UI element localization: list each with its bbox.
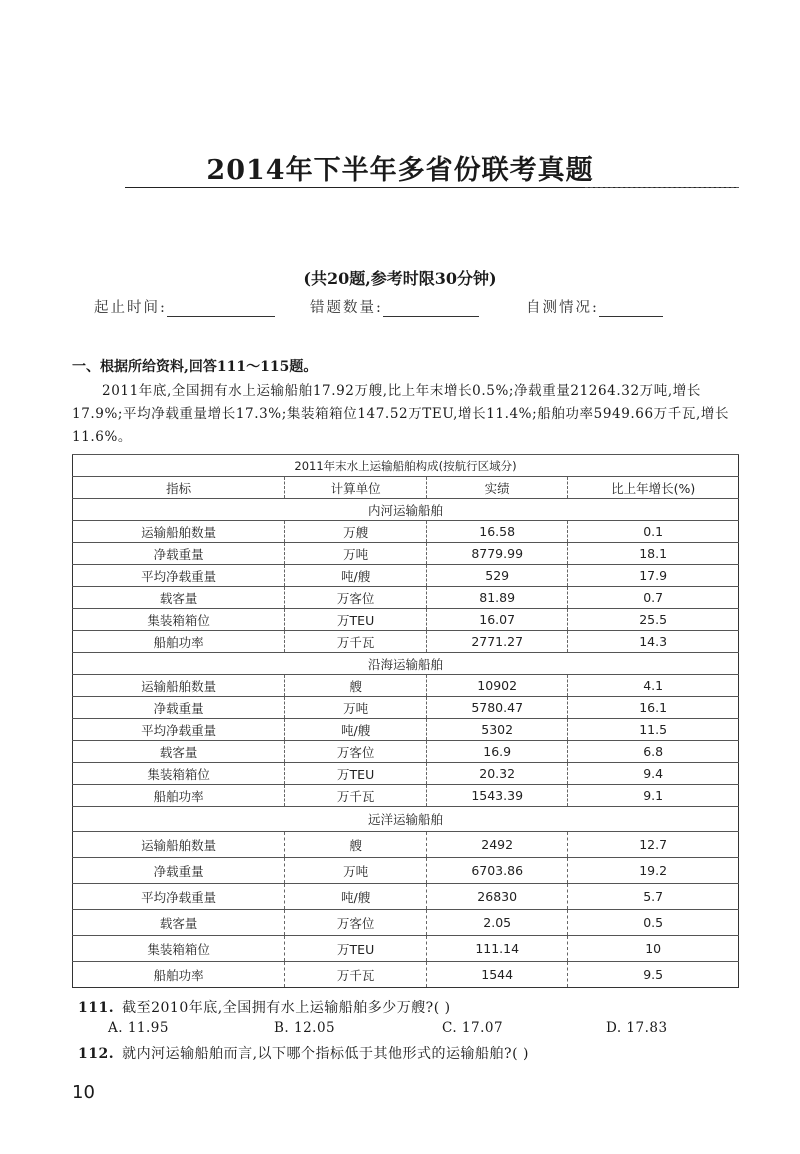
cell: 平均净载重量 xyxy=(73,884,285,910)
cell: 16.1 xyxy=(568,697,739,719)
cell: 运输船舶数量 xyxy=(73,832,285,858)
cell: 26830 xyxy=(427,884,568,910)
cell: 18.1 xyxy=(568,543,739,565)
cell: 16.58 xyxy=(427,521,568,543)
cell: 529 xyxy=(427,565,568,587)
cell: 2492 xyxy=(427,832,568,858)
page-title: 2014年下半年多省份联考真题 xyxy=(206,155,594,186)
cell: 5.7 xyxy=(568,884,739,910)
cell: 0.5 xyxy=(568,910,739,936)
cell: 14.3 xyxy=(568,631,739,653)
cell: 运输船舶数量 xyxy=(73,675,285,697)
cell: 载客量 xyxy=(73,741,285,763)
cell: 万TEU xyxy=(285,936,427,962)
cell: 16.07 xyxy=(427,609,568,631)
cell: 平均净载重量 xyxy=(73,565,285,587)
start-stop-blank xyxy=(167,302,275,317)
table-caption: 2011年末水上运输船舶构成(按航行区域分) xyxy=(73,455,739,477)
cell: 0.1 xyxy=(568,521,739,543)
cell: 5302 xyxy=(427,719,568,741)
errors-blank xyxy=(383,302,479,317)
cell: 0.7 xyxy=(568,587,739,609)
header-cell: 实绩 xyxy=(427,477,568,499)
section-heading: 一、根据所给资料,回答111～115题。 xyxy=(72,359,318,375)
cell: 万吨 xyxy=(285,543,427,565)
group-heading-ocean: 远洋运输船舶 xyxy=(73,807,739,832)
cell: 平均净载重量 xyxy=(73,719,285,741)
cell: 万客位 xyxy=(285,910,427,936)
option-c[interactable]: C. 17.07 xyxy=(442,1020,504,1036)
cell: 净载重量 xyxy=(73,697,285,719)
start-stop-label: 起止时间: xyxy=(94,300,167,316)
group-heading-coastal: 沿海运输船舶 xyxy=(73,653,739,675)
table-row xyxy=(73,565,739,587)
start-stop-field xyxy=(94,296,275,317)
table-row xyxy=(73,936,739,962)
table-row xyxy=(73,631,739,653)
cell: 2771.27 xyxy=(427,631,568,653)
cell: 2.05 xyxy=(427,910,568,936)
cell: 运输船舶数量 xyxy=(73,521,285,543)
cell: 万TEU xyxy=(285,763,427,785)
table-row xyxy=(73,962,739,988)
table-row xyxy=(73,763,739,785)
cell: 6703.86 xyxy=(427,858,568,884)
cell: 万千瓦 xyxy=(285,785,427,807)
cell: 载客量 xyxy=(73,587,285,609)
cell: 16.9 xyxy=(427,741,568,763)
cell: 集装箱箱位 xyxy=(73,763,285,785)
cell: 吨/艘 xyxy=(285,884,427,910)
question-text: 截至2010年底,全国拥有水上运输船舶多少万艘?( ) xyxy=(122,1000,451,1016)
cell: 81.89 xyxy=(427,587,568,609)
page-number: 10 xyxy=(72,1082,95,1103)
header-cell: 比上年增长(%) xyxy=(568,477,739,499)
cell: 万TEU xyxy=(285,609,427,631)
cell: 船舶功率 xyxy=(73,631,285,653)
option-d[interactable]: D. 17.83 xyxy=(606,1020,668,1036)
cell: 9.5 xyxy=(568,962,739,988)
cell: 9.4 xyxy=(568,763,739,785)
table-row xyxy=(73,910,739,936)
cell: 集装箱箱位 xyxy=(73,609,285,631)
cell: 万千瓦 xyxy=(285,631,427,653)
cell: 11.5 xyxy=(568,719,739,741)
cell: 10902 xyxy=(427,675,568,697)
material-paragraph: 2011年底,全国拥有水上运输船舶17.92万艘,比上年末增长0.5%;净载重量21264.32万吨,增长17.9%;平均净载重量增长17.3%;集装箱箱位147.52万TEU,增长11.4%;船舶功率5949.66万千瓦,增长11.6%。 xyxy=(72,383,730,445)
data-table xyxy=(72,454,739,988)
table-row xyxy=(73,832,739,858)
table-row xyxy=(73,587,739,609)
cell: 万吨 xyxy=(285,858,427,884)
header-cell: 指标 xyxy=(73,477,285,499)
cell: 8779.99 xyxy=(427,543,568,565)
cell: 净载重量 xyxy=(73,543,285,565)
table-row xyxy=(73,785,739,807)
cell: 111.14 xyxy=(427,936,568,962)
cell: 集装箱箱位 xyxy=(73,936,285,962)
option-b[interactable]: B. 12.05 xyxy=(274,1020,336,1036)
self-eval-label: 自测情况: xyxy=(526,300,599,316)
cell: 船舶功率 xyxy=(73,962,285,988)
cell: 19.2 xyxy=(568,858,739,884)
cell: 20.32 xyxy=(427,763,568,785)
cell: 船舶功率 xyxy=(73,785,285,807)
cell: 1544 xyxy=(427,962,568,988)
table-row xyxy=(73,858,739,884)
cell: 万千瓦 xyxy=(285,962,427,988)
cell: 净载重量 xyxy=(73,858,285,884)
table-row xyxy=(73,741,739,763)
cell: 万客位 xyxy=(285,741,427,763)
self-eval-blank xyxy=(599,302,663,317)
question-number: 112. xyxy=(78,1046,115,1062)
question-number: 111. xyxy=(78,1000,115,1016)
table-row xyxy=(73,884,739,910)
table-row xyxy=(73,697,739,719)
cell: 万吨 xyxy=(285,697,427,719)
cell: 载客量 xyxy=(73,910,285,936)
table-row xyxy=(73,521,739,543)
exam-subtitle: (共20题,参考时限30分钟) xyxy=(303,269,497,288)
cell: 万客位 xyxy=(285,587,427,609)
table-row xyxy=(73,719,739,741)
cell: 25.5 xyxy=(568,609,739,631)
cell: 12.7 xyxy=(568,832,739,858)
cell: 艘 xyxy=(285,675,427,697)
cell: 4.1 xyxy=(568,675,739,697)
cell: 吨/艘 xyxy=(285,719,427,741)
cell: 万艘 xyxy=(285,521,427,543)
questions xyxy=(78,997,738,1067)
title-underline xyxy=(125,187,739,188)
cell: 6.8 xyxy=(568,741,739,763)
errors-field xyxy=(310,296,479,317)
errors-label: 错题数量: xyxy=(310,300,383,316)
option-a[interactable]: A. 11.95 xyxy=(108,1020,169,1036)
cell: 1543.39 xyxy=(427,785,568,807)
header-cell: 计算单位 xyxy=(285,477,427,499)
question-text: 就内河运输船舶而言,以下哪个指标低于其他形式的运输船舶?( ) xyxy=(122,1046,529,1062)
table-row xyxy=(73,543,739,565)
table-row xyxy=(73,609,739,631)
question-112 xyxy=(78,1043,529,1063)
table-row xyxy=(73,675,739,697)
self-eval-field xyxy=(526,296,663,317)
table-header-row xyxy=(73,477,739,499)
cell: 艘 xyxy=(285,832,427,858)
question-111 xyxy=(78,997,451,1017)
cell: 17.9 xyxy=(568,565,739,587)
group-heading-inland: 内河运输船舶 xyxy=(73,499,739,521)
cell: 5780.47 xyxy=(427,697,568,719)
cell: 吨/艘 xyxy=(285,565,427,587)
cell: 9.1 xyxy=(568,785,739,807)
cell: 10 xyxy=(568,936,739,962)
